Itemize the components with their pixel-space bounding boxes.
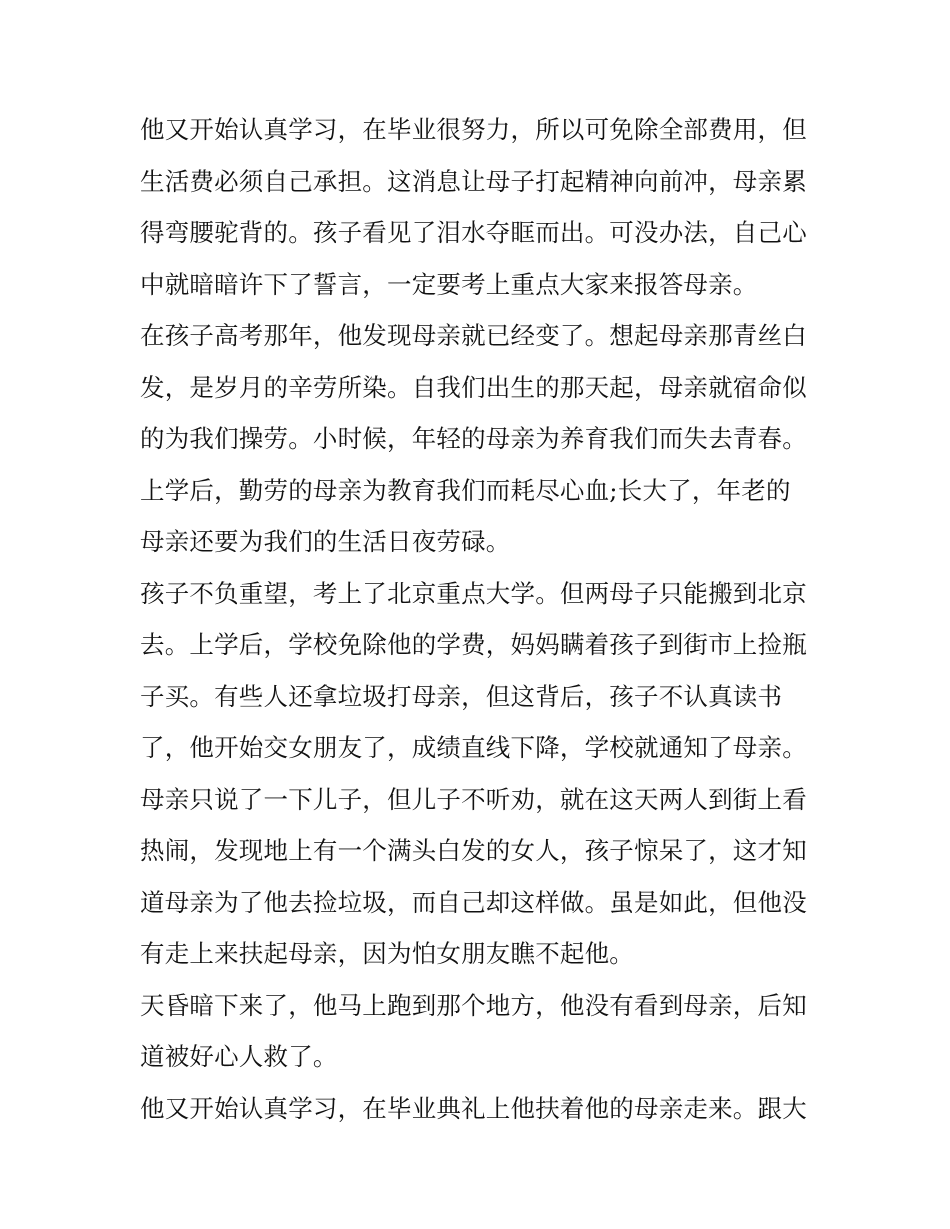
text-line: 生活费必须自己承担。这消息让母子打起精神向前冲，母亲累 [140, 166, 807, 196]
text-line: 道被好心人救了。 [140, 1042, 338, 1071]
text-line: 道母亲为了他去捡垃圾，而自己却这样做。虽是如此，但他没 [140, 887, 807, 917]
text-line: 母亲只说了一下儿子，但儿子不听劝，就在这天两人到街上看 [140, 784, 807, 814]
text-line: 他又开始认真学习，在毕业典礼上他扶着他的母亲走来。跟大 [140, 1093, 807, 1123]
text-line: 去。上学后，学校免除他的学费，妈妈瞒着孩子到街市上捡瓶 [140, 630, 807, 659]
text-line: 热闹，发现地上有一个满头白发的女人，孩子惊呆了，这才知 [140, 836, 807, 865]
text-line: 了，他开始交女朋友了，成绩直线下降，学校就通知了母亲。 [140, 733, 807, 762]
text-line: 的为我们操劳。小时候，年轻的母亲为养育我们而失去青春。 [140, 424, 807, 453]
text-line: 在孩子高考那年，他发现母亲就已经变了。想起母亲那青丝白 [140, 321, 807, 350]
text-line: 中就暗暗许下了誓言，一定要考上重点大家来报答母亲。 [140, 269, 758, 299]
text-line: 孩子不负重望，考上了北京重点大学。但两母子只能搬到北京 [140, 578, 807, 608]
text-line: 母亲还要为我们的生活日夜劳碌。 [140, 527, 511, 556]
text-line: 天昏暗下来了，他马上跑到那个地方，他没有看到母亲，后知 [140, 990, 807, 1020]
text-line: 他又开始认真学习，在毕业很努力，所以可免除全部费用，但 [140, 115, 807, 144]
text-line: 有走上来扶起母亲，因为怕女朋友瞧不起他。 [140, 939, 634, 968]
text-line: 子买。有些人还拿垃圾打母亲，但这背后，孩子不认真读书 [140, 681, 783, 711]
text-line: 上学后，勤劳的母亲为教育我们而耗尽心血;长大了，年老的 [140, 475, 791, 505]
document-body [140, 104, 820, 1134]
text-line: 发，是岁月的辛劳所染。自我们出生的那天起，母亲就宿命似 [140, 372, 807, 402]
text-line: 得弯腰驼背的。孩子看见了泪水夺眶而出。可没办法，自己心 [140, 218, 807, 247]
